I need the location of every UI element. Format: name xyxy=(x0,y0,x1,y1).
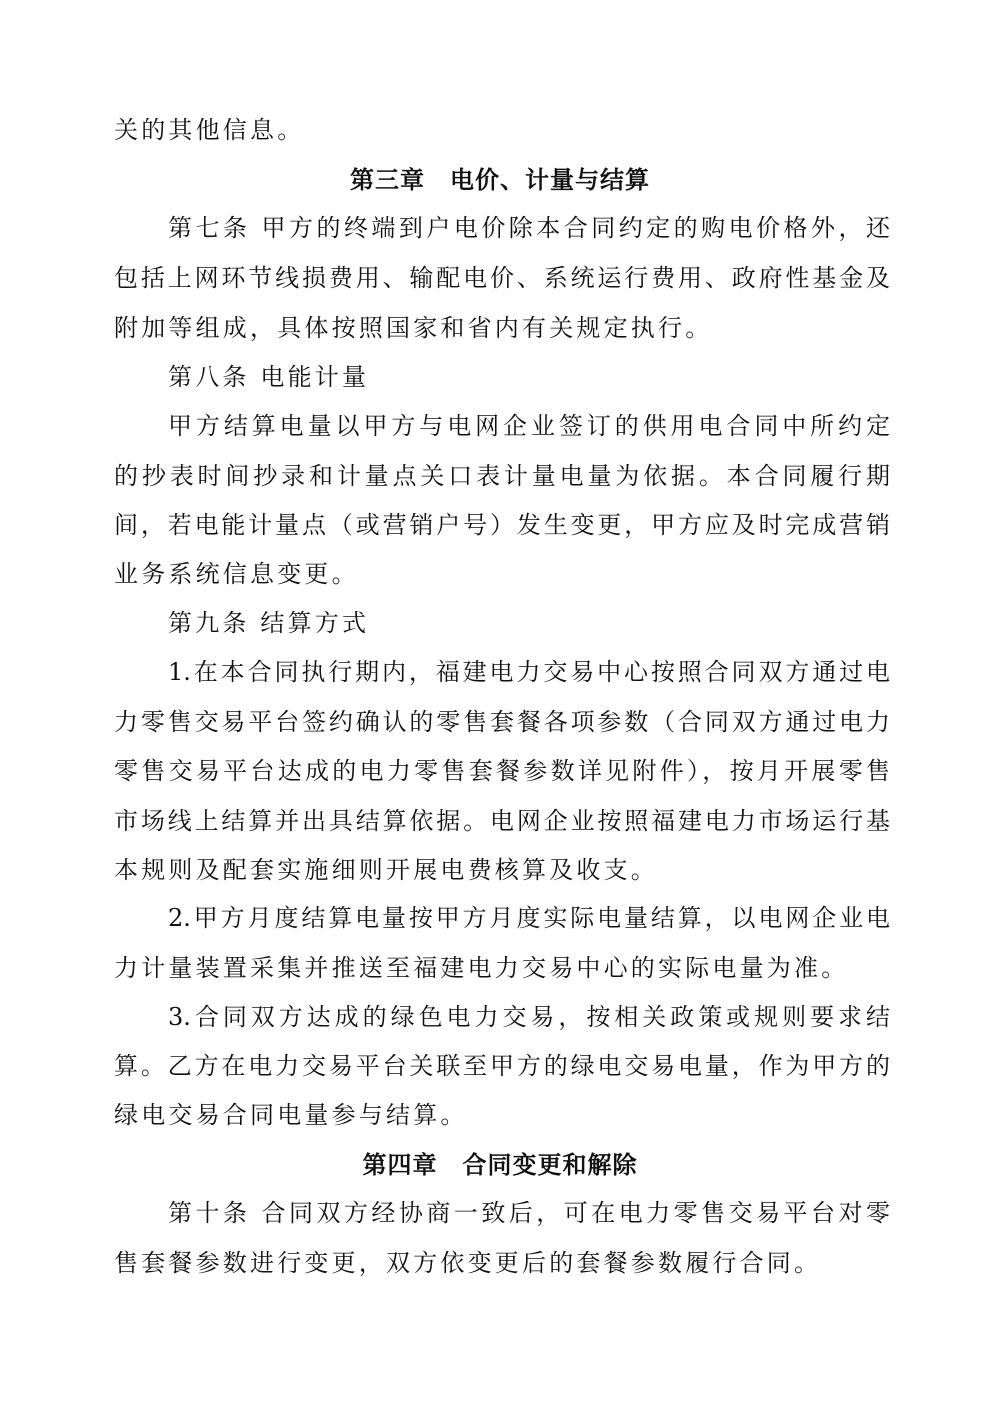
article-8-line: 间，若电能计量点（或营销户号）发生变更，甲方应及时完成营销 xyxy=(114,511,890,539)
article-9-item-1-line: 零售交易平台达成的电力零售套餐参数详见附件），按月开展零售 xyxy=(114,757,890,785)
article-8-line: 甲方结算电量以甲方与电网企业签订的供用电合同中所约定 xyxy=(168,412,890,440)
article-9-item-1-line: 本规则及配套实施细则开展电费核算及收支。 xyxy=(114,856,658,884)
article-9-item-2-line: 力计量装置采集并推送至福建电力交易中心的实际电量为准。 xyxy=(114,954,849,982)
paragraph-line: 关的其他信息。 xyxy=(114,116,305,144)
article-7-line: 附加等组成，具体按照国家和省内有关规定执行。 xyxy=(114,314,713,342)
article-9-item-1-line: 1.在本合同执行期内，福建电力交易中心按照合同双方通过电 xyxy=(168,658,890,686)
article-8-title: 第八条 电能计量 xyxy=(168,363,370,391)
article-9-title: 第九条 结算方式 xyxy=(168,609,370,637)
article-9-item-3-line: 3.合同双方达成的绿色电力交易，按相关政策或规则要求结 xyxy=(168,1003,890,1031)
chapter-4-heading: 第四章 合同变更和解除 xyxy=(362,1151,638,1179)
article-9-item-1-line: 力零售交易平台签约确认的零售套餐各项参数（合同双方通过电力 xyxy=(114,708,890,736)
article-9-item-2-line: 2.甲方月度结算电量按甲方月度实际电量结算，以电网企业电 xyxy=(168,904,890,932)
article-8-line: 的抄表时间抄录和计量点关口表计量电量为依据。本合同履行期 xyxy=(114,462,890,490)
chapter-3-heading: 第三章 电价、计量与结算 xyxy=(350,166,650,194)
article-8-line: 业务系统信息变更。 xyxy=(114,560,359,588)
article-9-item-1-line: 市场线上结算并出具结算依据。电网企业按照福建电力市场运行基 xyxy=(114,807,890,835)
article-9-item-3-line: 算。乙方在电力交易平台关联至甲方的绿电交易电量，作为甲方的 xyxy=(114,1052,890,1080)
article-10-line: 第十条 合同双方经协商一致后，可在电力零售交易平台对零 xyxy=(168,1199,890,1227)
article-9-item-3-line: 绿电交易合同电量参与结算。 xyxy=(114,1101,468,1129)
article-10-line: 售套餐参数进行变更，双方依变更后的套餐参数履行合同。 xyxy=(114,1249,822,1277)
article-7-line: 包括上网环节线损费用、输配电价、系统运行费用、政府性基金及 xyxy=(114,264,890,292)
article-7-line: 第七条 甲方的终端到户电价除本合同约定的购电价格外，还 xyxy=(168,214,890,242)
